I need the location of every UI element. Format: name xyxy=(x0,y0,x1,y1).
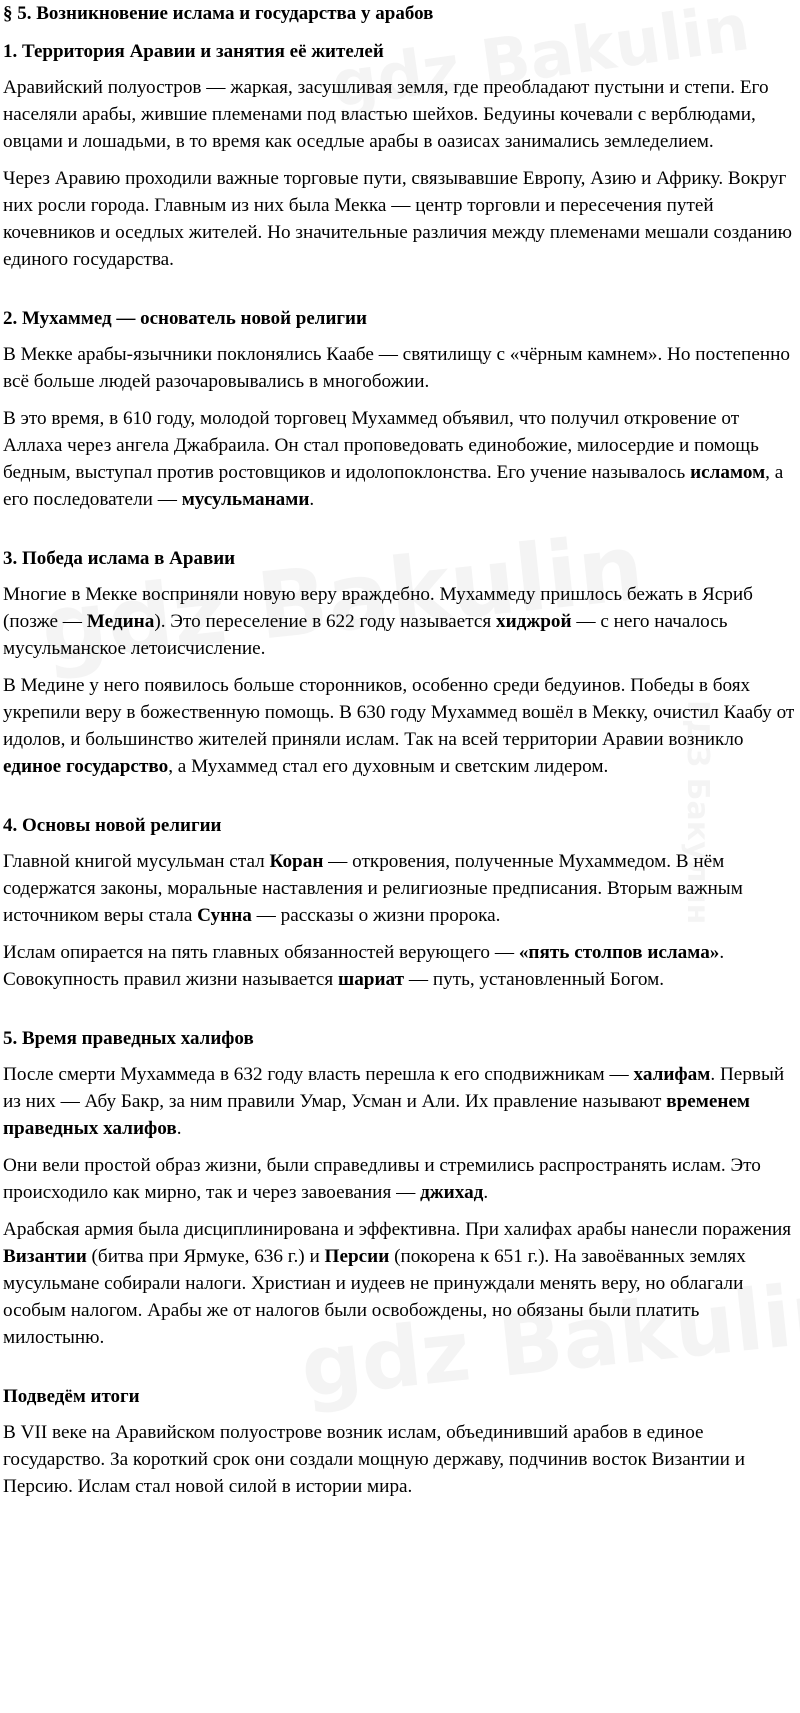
paragraph: После смерти Мухаммеда в 632 году власть перешла к его сподвижникам — халифам. Первый из них — Абу Бакр, за ним правили Умар, Усман и Али. Их правление называют временем праведных халифов. xyxy=(3,1064,785,1139)
bold-term: хиджрой xyxy=(495,611,572,632)
section xyxy=(3,1025,798,1351)
section-heading: 4. Основы новой религии xyxy=(3,815,222,836)
paragraph: В Медине у него появилось больше сторонников, особенно среди бедуинов. Победы в боях укрепили веру в божественную помощь. В 630 году Мухаммед вошёл в Мекку, очистил Каабу от идолов, и большинство жителей приняли ислам. Так на всей территории Аравии возникло единое государство, а Мухаммед стал его духовным и светским лидером. xyxy=(3,675,795,777)
paragraph: В Мекке арабы-язычники поклонялись Каабе — святилищу с «чёрным камнем». Но постепенно всё больше людей разочаровывались в многобожии. xyxy=(3,344,790,392)
paragraph: Многие в Мекке восприняли новую веру враждебно. Мухаммеду пришлось бежать в Ясриб (позже — Медина). Это переселение в 622 году называется хиджрой — с него началось мусульманское летоисчисление. xyxy=(3,584,753,659)
section-heading: 2. Мухаммед — основатель новой религии xyxy=(3,308,367,329)
section-heading: 5. Время праведных халифов xyxy=(3,1028,254,1049)
paragraph: В VII веке на Аравийском полуострове возник ислам, объединивший арабов в единое государство. За короткий срок они создали мощную державу, подчинив восток Византии и Персию. Ислам стал новой силой в истории мира. xyxy=(3,1422,746,1497)
sections-container xyxy=(3,38,798,1500)
section xyxy=(3,305,798,513)
section xyxy=(3,812,798,993)
section-spacer xyxy=(3,513,798,545)
document-page xyxy=(3,0,798,1500)
section-spacer xyxy=(3,273,798,305)
page-title: § 5. Возникновение ислама и государства у арабов xyxy=(3,3,434,24)
section-heading: 1. Территория Аравии и занятия её жителей xyxy=(3,41,384,62)
bold-term: Коран xyxy=(269,851,324,872)
section-spacer xyxy=(3,993,798,1025)
paragraph: Ислам опирается на пять главных обязанностей верующего — «пять столпов ислама». Совокупность правил жизни называется шариат — путь, установленный Богом. xyxy=(3,942,725,990)
bold-term: Сунна xyxy=(197,905,252,926)
bold-term: временем праведных халифов xyxy=(3,1091,750,1139)
paragraph: Главной книгой мусульман стал Коран — откровения, полученные Мухаммедом. В нём содержатся законы, моральные наставления и религиозные предписания. Вторым важным источником веры стала Сунна — рассказы о жизни пророка. xyxy=(3,851,743,926)
bold-term: Персии xyxy=(324,1246,390,1267)
paragraph: Арабская армия была дисциплинирована и эффективна. При халифах арабы нанесли поражения Византии (битва при Ярмуке, 636 г.) и Персии (покорена к 651 г.). На завоёванных землях мусульмане собирали налоги. Христиан и иудеев не принуждали менять веру, но облагали особым налогом. Арабы же от налогов были освобождены, но обязаны были платить милостыню. xyxy=(3,1219,792,1348)
paragraph: Аравийский полуостров — жаркая, засушливая земля, где преобладают пустыни и степи. Его населяли арабы, жившие племенами под властью шейхов. Бедуины кочевали с верблюдами, овцами и лошадьми, в то время как оседлые арабы в оазисах занимались земледелием. xyxy=(3,77,769,152)
bold-term: исламом xyxy=(690,462,766,483)
bold-term: мусульманами xyxy=(181,489,310,510)
section-heading: Подведём итоги xyxy=(3,1386,140,1407)
section-heading: 3. Победа ислама в Аравии xyxy=(3,548,236,569)
bold-term: Византии xyxy=(3,1246,87,1267)
section xyxy=(3,38,798,273)
paragraph: Через Аравию проходили важные торговые пути, связывавшие Европу, Азию и Африку. Вокруг них росли города. Главным из них была Мекка — центр торговли и пересечения путей кочевников и оседлых жителей. Но значительные различия между племенами мешали созданию единого государства. xyxy=(3,168,793,270)
bold-term: халифам xyxy=(633,1064,711,1085)
paragraph: Они вели простой образ жизни, были справедливы и стремились распространять ислам. Это происходило как мирно, так и через завоевания — джихад. xyxy=(3,1155,761,1203)
paragraph: В это время, в 610 году, молодой торговец Мухаммед объявил, что получил откровение от Аллаха через ангела Джабраила. Он стал проповедовать единобожие, милосердие и помощь бедным, выступал против ростовщиков и идолопоклонства. Его учение называлось исламом, а его последователи — мусульманами. xyxy=(3,408,784,510)
bold-term: единое государство xyxy=(3,756,169,777)
section xyxy=(3,1383,798,1500)
bold-term: Медина xyxy=(86,611,155,632)
bold-term: шариат xyxy=(338,969,405,990)
bold-term: джихад xyxy=(420,1182,484,1203)
bold-term: «пять столпов ислама» xyxy=(518,942,720,963)
section-spacer xyxy=(3,780,798,812)
section xyxy=(3,545,798,780)
section-spacer xyxy=(3,1351,798,1383)
